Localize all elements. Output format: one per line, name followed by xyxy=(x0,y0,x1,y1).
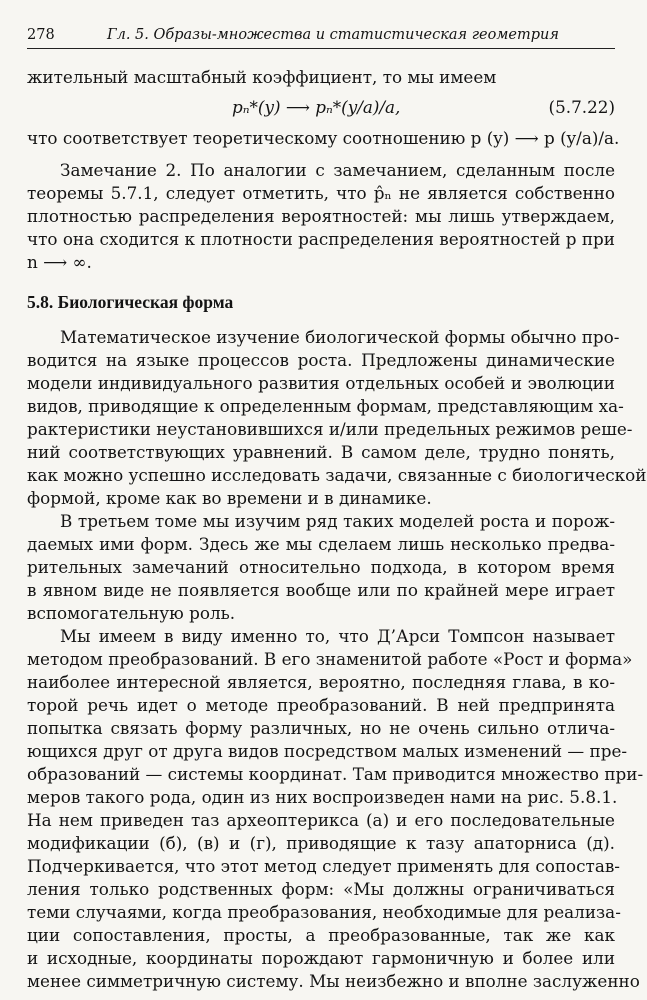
text-line: формой, кроме как во времени и в динамике. xyxy=(27,488,432,508)
text-line: как можно успешно исследовать задачи, связанные с биологической xyxy=(27,465,647,485)
text-line: в явном виде не появляется вообще или по крайней мере играет xyxy=(27,580,615,600)
section-heading: 5.8. Биологическая форма xyxy=(27,292,234,312)
text-line: На нем приведен таз археоптерикса (а) и его последовательные xyxy=(27,810,615,830)
text-line: ющихся друг от друга видов посредством малых изменений — пре- xyxy=(27,741,628,761)
text-line: теми случаями, когда преобразования, необходимые для реализа- xyxy=(27,902,621,922)
text-line: попытка связать форму различных, но не очень сильно отлича- xyxy=(27,718,615,738)
text-line: модели индивидуального развития отдельных особей и эволюции xyxy=(27,373,615,393)
text-line: Математическое изучение биологической формы обычно про- xyxy=(60,327,620,347)
page-number: 278 xyxy=(27,27,55,43)
text-line: рительных замечаний относительно подхода, в котором время xyxy=(27,557,615,577)
text-line: меров такого рода, один из них воспроизведен нами на рис. 5.8.1. xyxy=(27,787,618,807)
equation: pₙ*(y) ⟶ pₙ*(y/a)/a, xyxy=(232,97,401,117)
text-line: наиболее интересной является, вероятно, последняя глава, в ко- xyxy=(27,672,615,692)
text-line: методом преобразований. В его знаменитой работе «Рост и форма» xyxy=(27,649,633,669)
text-line: ции сопоставления, просты, а преобразованные, так же как xyxy=(27,925,615,945)
remark-line: что она сходится к плотности распределения вероятностей p при xyxy=(27,229,615,249)
text-line: и исходные, координаты порождают гармоничную и более или xyxy=(27,948,615,968)
text-line: Мы имеем в виду именно то, что Д’Арси Томпсон называет xyxy=(60,626,615,646)
remark-line: Замечание 2. По аналогии с замечанием, сделанным после xyxy=(60,160,615,180)
equation-number: (5.7.22) xyxy=(548,97,615,117)
remark-line: n ⟶ ∞. xyxy=(27,252,92,272)
remark-line: плотностью распределения вероятностей: мы лишь утверждаем, xyxy=(27,206,615,226)
running-header xyxy=(27,26,615,49)
remark-line: теоремы 5.7.1, следует отметить, что p̂ₙ не является собственно xyxy=(27,183,615,203)
text-line: водится на языке процессов роста. Предложены динамические xyxy=(27,350,615,370)
text-line: рактеристики неустановившихся и/или предельных режимов реше- xyxy=(27,419,633,439)
text-line: В третьем томе мы изучим ряд таких моделей роста и порож- xyxy=(60,511,615,531)
text-line: ний соответствующих уравнений. В самом деле, трудно понять, xyxy=(27,442,615,462)
text-line: торой речь идет о методе преобразований. В ней предпринята xyxy=(27,695,615,715)
running-title: Гл. 5. Образы-множества и статистическая геометрия xyxy=(107,27,559,43)
text-line: менее симметричную систему. Мы неизбежно и вполне заслуженно xyxy=(27,971,640,991)
text-line: Подчеркивается, что этот метод следует применять для сопостав- xyxy=(27,856,620,876)
text-line: модификации (б), (в) и (г), приводящие к тазу апаторниса (д). xyxy=(27,833,615,853)
text-line: образований — системы координат. Там приводится множество при- xyxy=(27,764,644,784)
text-line: вспомогательную роль. xyxy=(27,603,236,623)
text-line: ления только родственных форм: «Мы должны ограничиваться xyxy=(27,879,615,899)
text-line: видов, приводящие к определенным формам, представляющим ха- xyxy=(27,396,624,416)
text-line: даемых ими форм. Здесь же мы сделаем лишь несколько предва- xyxy=(27,534,615,554)
text-line: что соответствует теоретическому соотношению p (y) ⟶ p (y/a)/a. xyxy=(27,128,620,148)
text-line: жительный масштабный коэффициент, то мы имеем xyxy=(27,67,497,87)
